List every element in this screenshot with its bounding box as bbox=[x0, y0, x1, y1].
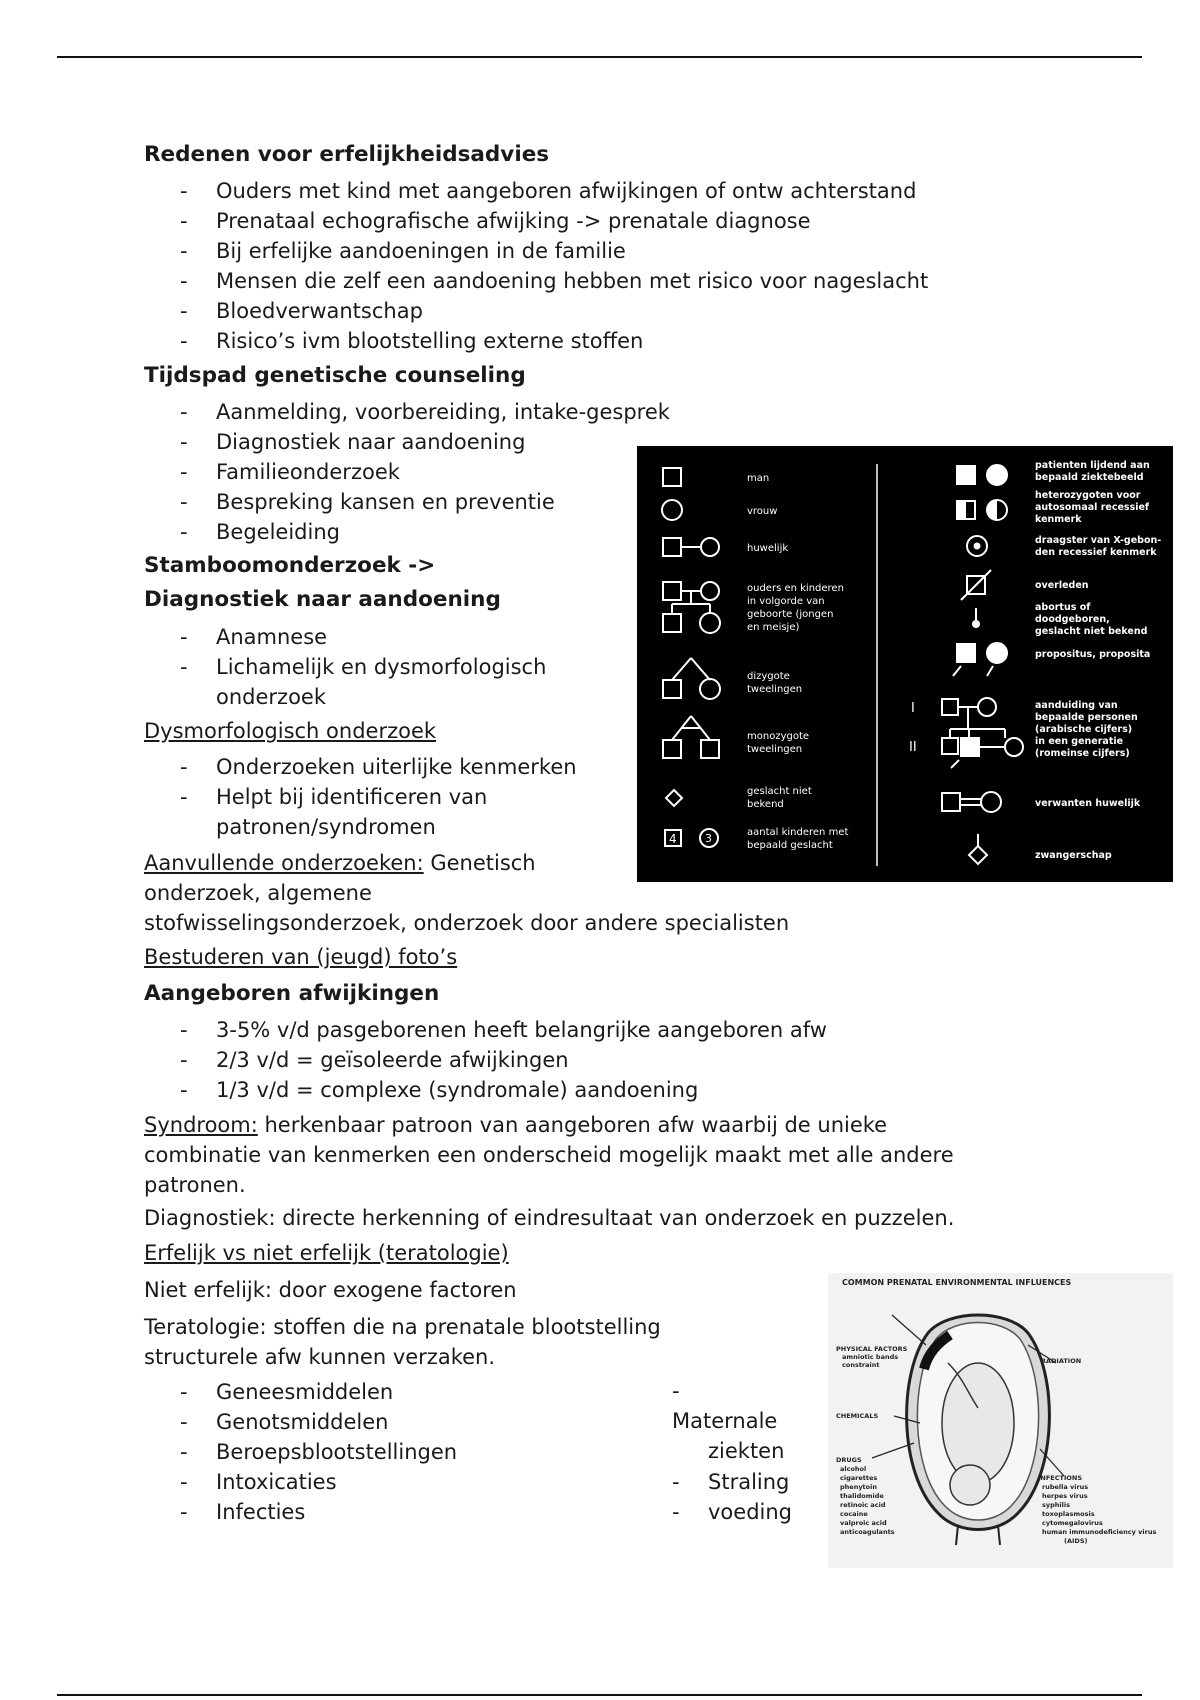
abortion-icon bbox=[972, 620, 980, 628]
list-item: - Intoxicaties bbox=[180, 1470, 337, 1494]
pregnancy-icon bbox=[969, 834, 987, 864]
consanguineous-marriage-icon bbox=[942, 792, 1001, 812]
additional-label: Aanvullende onderzoeken: bbox=[144, 851, 424, 875]
congenital-heading: Aangeboren afwijkingen bbox=[144, 981, 440, 1006]
list-item: - voeding bbox=[672, 1500, 792, 1524]
drug-item: anticoagulants bbox=[840, 1528, 895, 1536]
infection-item: (AIDS) bbox=[1064, 1537, 1088, 1545]
marriage-symbol-icon bbox=[663, 538, 719, 556]
legend-right-text: geslacht niet bekend bbox=[1035, 626, 1148, 637]
syndrome-line3: patronen. bbox=[144, 1173, 246, 1197]
drug-item: cocaine bbox=[840, 1510, 868, 1518]
legend-left-text: aantal kinderen met bbox=[747, 827, 849, 838]
list-item: - 2/3 v/d = geïsoleerde afwijkingen bbox=[180, 1048, 569, 1072]
list-item: - 3-5% v/d pasgeborenen heeft belangrijke aangeboren afw bbox=[180, 1018, 827, 1042]
legend-right-text: bepaalde personen bbox=[1035, 712, 1138, 723]
legend-right-text: heterozygoten voor bbox=[1035, 490, 1141, 501]
pedigree-heading-2: Diagnostiek naar aandoening bbox=[144, 587, 501, 612]
list-item-continuation: onderzoek bbox=[216, 685, 326, 709]
additional-line3: stofwisselingsonderzoek, onderzoek door andere specialisten bbox=[144, 911, 790, 935]
list-item-continuation: patronen/syndromen bbox=[216, 815, 436, 839]
legend-right-text: (romeinse cijfers) bbox=[1035, 748, 1130, 759]
legend-left-text: bekend bbox=[747, 799, 784, 810]
legend-left-text: bepaald geslacht bbox=[747, 840, 833, 851]
list-item: - Straling bbox=[672, 1470, 790, 1494]
timeline-heading: Tijdspad genetische counseling bbox=[144, 363, 526, 388]
female-symbol-icon bbox=[662, 500, 682, 520]
count-box-number: 4 bbox=[669, 832, 677, 846]
legend-right-text: propositus, proposita bbox=[1035, 649, 1151, 660]
drug-item: retinoic acid bbox=[840, 1501, 886, 1509]
legend-left-text: geslacht niet bbox=[747, 786, 812, 797]
list-item: - Helpt bij identificeren van bbox=[180, 785, 488, 809]
roman-two: II bbox=[909, 740, 917, 755]
teratogen-list-left bbox=[144, 1377, 457, 1527]
physical-item: constraint bbox=[842, 1361, 880, 1369]
roman-one: I bbox=[911, 701, 915, 716]
legend-left-text: monozygote bbox=[747, 731, 810, 742]
generation-pedigree-icon bbox=[942, 698, 1023, 768]
reasons-heading: Redenen voor erfelijkheidsadvies bbox=[144, 142, 550, 167]
list-item: - Ouders met kind met aangeboren afwijkingen of ontw achterstand bbox=[180, 179, 917, 203]
physical-item: amniotic bands bbox=[842, 1353, 899, 1361]
legend-right-text: abortus of bbox=[1035, 602, 1091, 613]
monozygotic-twins-symbol-icon bbox=[663, 716, 719, 758]
list-item: - Risico’s ivm blootstelling externe stoffen bbox=[180, 329, 644, 353]
dysmorph-heading: Dysmorfologisch onderzoek bbox=[144, 719, 437, 743]
additional-line2: onderzoek, algemene bbox=[144, 881, 372, 905]
proposita-icon bbox=[987, 643, 1007, 663]
teratogen-right-maternal-2: ziekten bbox=[708, 1439, 785, 1463]
infection-item: cytomegalovirus bbox=[1042, 1519, 1103, 1527]
list-item: - Bloedverwantschap bbox=[180, 299, 423, 323]
list-item: - Genotsmiddelen bbox=[180, 1410, 389, 1434]
dizygotic-twins-symbol-icon bbox=[663, 658, 720, 699]
list-item: - Infecties bbox=[180, 1500, 306, 1524]
diagnostics-line: Diagnostiek: directe herkenning of eindresultaat van onderzoek en puzzelen. bbox=[144, 1206, 955, 1230]
count-circle-number: 3 bbox=[705, 832, 712, 845]
list-item: - Diagnostiek naar aandoening bbox=[180, 430, 526, 454]
syndrome-line1: herkenbaar patroon van aangeboren afw waarbij de unieke bbox=[257, 1113, 888, 1137]
congenital-list bbox=[144, 1015, 827, 1105]
drugs-heading: DRUGS bbox=[836, 1456, 862, 1464]
legend-left-text: dizygote bbox=[747, 671, 790, 682]
drug-item: thalidomide bbox=[840, 1492, 884, 1500]
male-symbol-icon bbox=[663, 468, 681, 486]
list-item: - Begeleiding bbox=[180, 520, 340, 544]
legend-right-text: doodgeboren, bbox=[1035, 614, 1110, 625]
teratogen-list-right bbox=[636, 1467, 792, 1527]
affected-male-icon bbox=[957, 466, 975, 484]
timeline-list bbox=[144, 397, 670, 547]
legend-right-text: (arabische cijfers) bbox=[1035, 724, 1133, 735]
teratology-paragraph bbox=[144, 1312, 744, 1372]
list-item: - Familieonderzoek bbox=[180, 460, 400, 484]
figure-title: COMMON PRENATAL ENVIRONMENTAL INFLUENCES bbox=[842, 1278, 1072, 1287]
affected-female-icon bbox=[987, 465, 1007, 485]
list-item: - Beroepsblootstellingen bbox=[180, 1440, 458, 1464]
list-item: - Aanmelding, voorbereiding, intake-gesprek bbox=[180, 400, 670, 424]
teratogen-right-maternal: Maternale bbox=[672, 1409, 778, 1433]
legend-left-text: ouders en kinderen bbox=[747, 583, 844, 594]
teratogen-right-dash: - bbox=[672, 1379, 680, 1403]
legend-right-text: verwanten huwelijk bbox=[1035, 798, 1141, 809]
hereditary-heading: Erfelijk vs niet erfelijk (teratologie) bbox=[144, 1241, 509, 1265]
syndrome-label: Syndroom: bbox=[144, 1113, 258, 1137]
pedigree-list bbox=[144, 622, 546, 712]
fetus-icon bbox=[942, 1363, 1014, 1483]
reasons-list bbox=[144, 176, 928, 356]
propositus-arrow-icon bbox=[953, 666, 961, 676]
drug-item: phenytoin bbox=[840, 1483, 877, 1491]
teratology-line2: structurele afw kunnen verzaken. bbox=[144, 1345, 496, 1369]
photos-line: Bestuderen van (jeugd) foto’s bbox=[144, 945, 458, 969]
syndrome-paragraph bbox=[144, 1110, 1144, 1200]
top-rule bbox=[57, 56, 1142, 58]
teratology-line1: Teratologie: stoffen die na prenatale blootstelling bbox=[144, 1315, 661, 1339]
prenatal-influences-figure bbox=[828, 1273, 1173, 1568]
list-item: - Bespreking kansen en preventie bbox=[180, 490, 555, 514]
physical-heading: PHYSICAL FACTORS bbox=[836, 1345, 908, 1353]
legend-right-text: patienten lijdend aan bbox=[1035, 460, 1150, 471]
additional-line1: Genetisch bbox=[423, 851, 536, 875]
legend-left-text: tweelingen bbox=[747, 684, 803, 695]
list-item: - 1/3 v/d = complexe (syndromale) aandoening bbox=[180, 1078, 699, 1102]
list-item: - Onderzoeken uiterlijke kenmerken bbox=[180, 755, 577, 779]
drug-item: alcohol bbox=[840, 1465, 867, 1473]
legend-left-text: vrouw bbox=[747, 506, 778, 517]
proposita-arrow-icon bbox=[987, 666, 993, 676]
legend-left-text: en meisje) bbox=[747, 622, 800, 633]
infection-item: rubella virus bbox=[1042, 1483, 1089, 1491]
legend-right-text: kenmerk bbox=[1035, 514, 1082, 525]
legend-right-text: aanduiding van bbox=[1035, 700, 1118, 711]
legend-right-text: overleden bbox=[1035, 580, 1089, 591]
chemicals-label: CHEMICALS bbox=[836, 1412, 879, 1420]
legend-right-text: autosomaal recessief bbox=[1035, 502, 1150, 513]
legend-left-text: huwelijk bbox=[747, 543, 789, 554]
legend-right-text: den recessief kenmerk bbox=[1035, 547, 1157, 558]
list-item: - Bij erfelijke aandoeningen in de familie bbox=[180, 239, 626, 263]
drug-item: cigarettes bbox=[840, 1474, 878, 1482]
legend-left-text: man bbox=[747, 473, 770, 484]
list-item: - Anamnese bbox=[180, 625, 328, 649]
list-item: - Mensen die zelf een aandoening hebben met risico voor nageslacht bbox=[180, 269, 929, 293]
legend-right-text: in een generatie bbox=[1035, 736, 1124, 747]
infection-item: syphilis bbox=[1042, 1501, 1070, 1509]
pedigree-legend-figure bbox=[637, 446, 1173, 882]
legend-right-text: zwangerschap bbox=[1035, 850, 1112, 861]
legend-right-text: draagster van X-gebon- bbox=[1035, 535, 1162, 546]
dysmorph-list bbox=[144, 752, 577, 842]
bottom-rule bbox=[57, 1694, 1142, 1696]
sex-unknown-symbol-icon bbox=[666, 790, 682, 806]
infection-item: herpes virus bbox=[1042, 1492, 1088, 1500]
parents-children-symbol-icon bbox=[663, 582, 720, 633]
legend-left-text: tweelingen bbox=[747, 744, 803, 755]
legend-left-text: geboorte (jongen bbox=[747, 609, 834, 620]
legend-left-text: in volgorde van bbox=[747, 596, 825, 607]
infections-heading: INFECTIONS bbox=[1038, 1474, 1083, 1482]
pedigree-heading-1: Stamboomonderzoek -> bbox=[144, 553, 436, 578]
propositus-icon bbox=[957, 644, 975, 662]
infection-item: toxoplasmosis bbox=[1042, 1510, 1095, 1518]
syndrome-line2: combinatie van kenmerken een onderscheid mogelijk maakt met alle andere bbox=[144, 1143, 954, 1167]
nonhereditary-line: Niet erfelijk: door exogene factoren bbox=[144, 1278, 517, 1302]
radiation-label: RADIATION bbox=[1041, 1357, 1082, 1365]
list-item: - Prenataal echografische afwijking -> prenatale diagnose bbox=[180, 209, 811, 233]
list-item: - Geneesmiddelen bbox=[180, 1380, 394, 1404]
infection-item: human immunodeficiency virus bbox=[1042, 1528, 1157, 1536]
drug-item: valproic acid bbox=[840, 1519, 887, 1527]
list-item: - Lichamelijk en dysmorfologisch bbox=[180, 655, 547, 679]
legend-right-text: bepaald ziektebeeld bbox=[1035, 472, 1144, 483]
